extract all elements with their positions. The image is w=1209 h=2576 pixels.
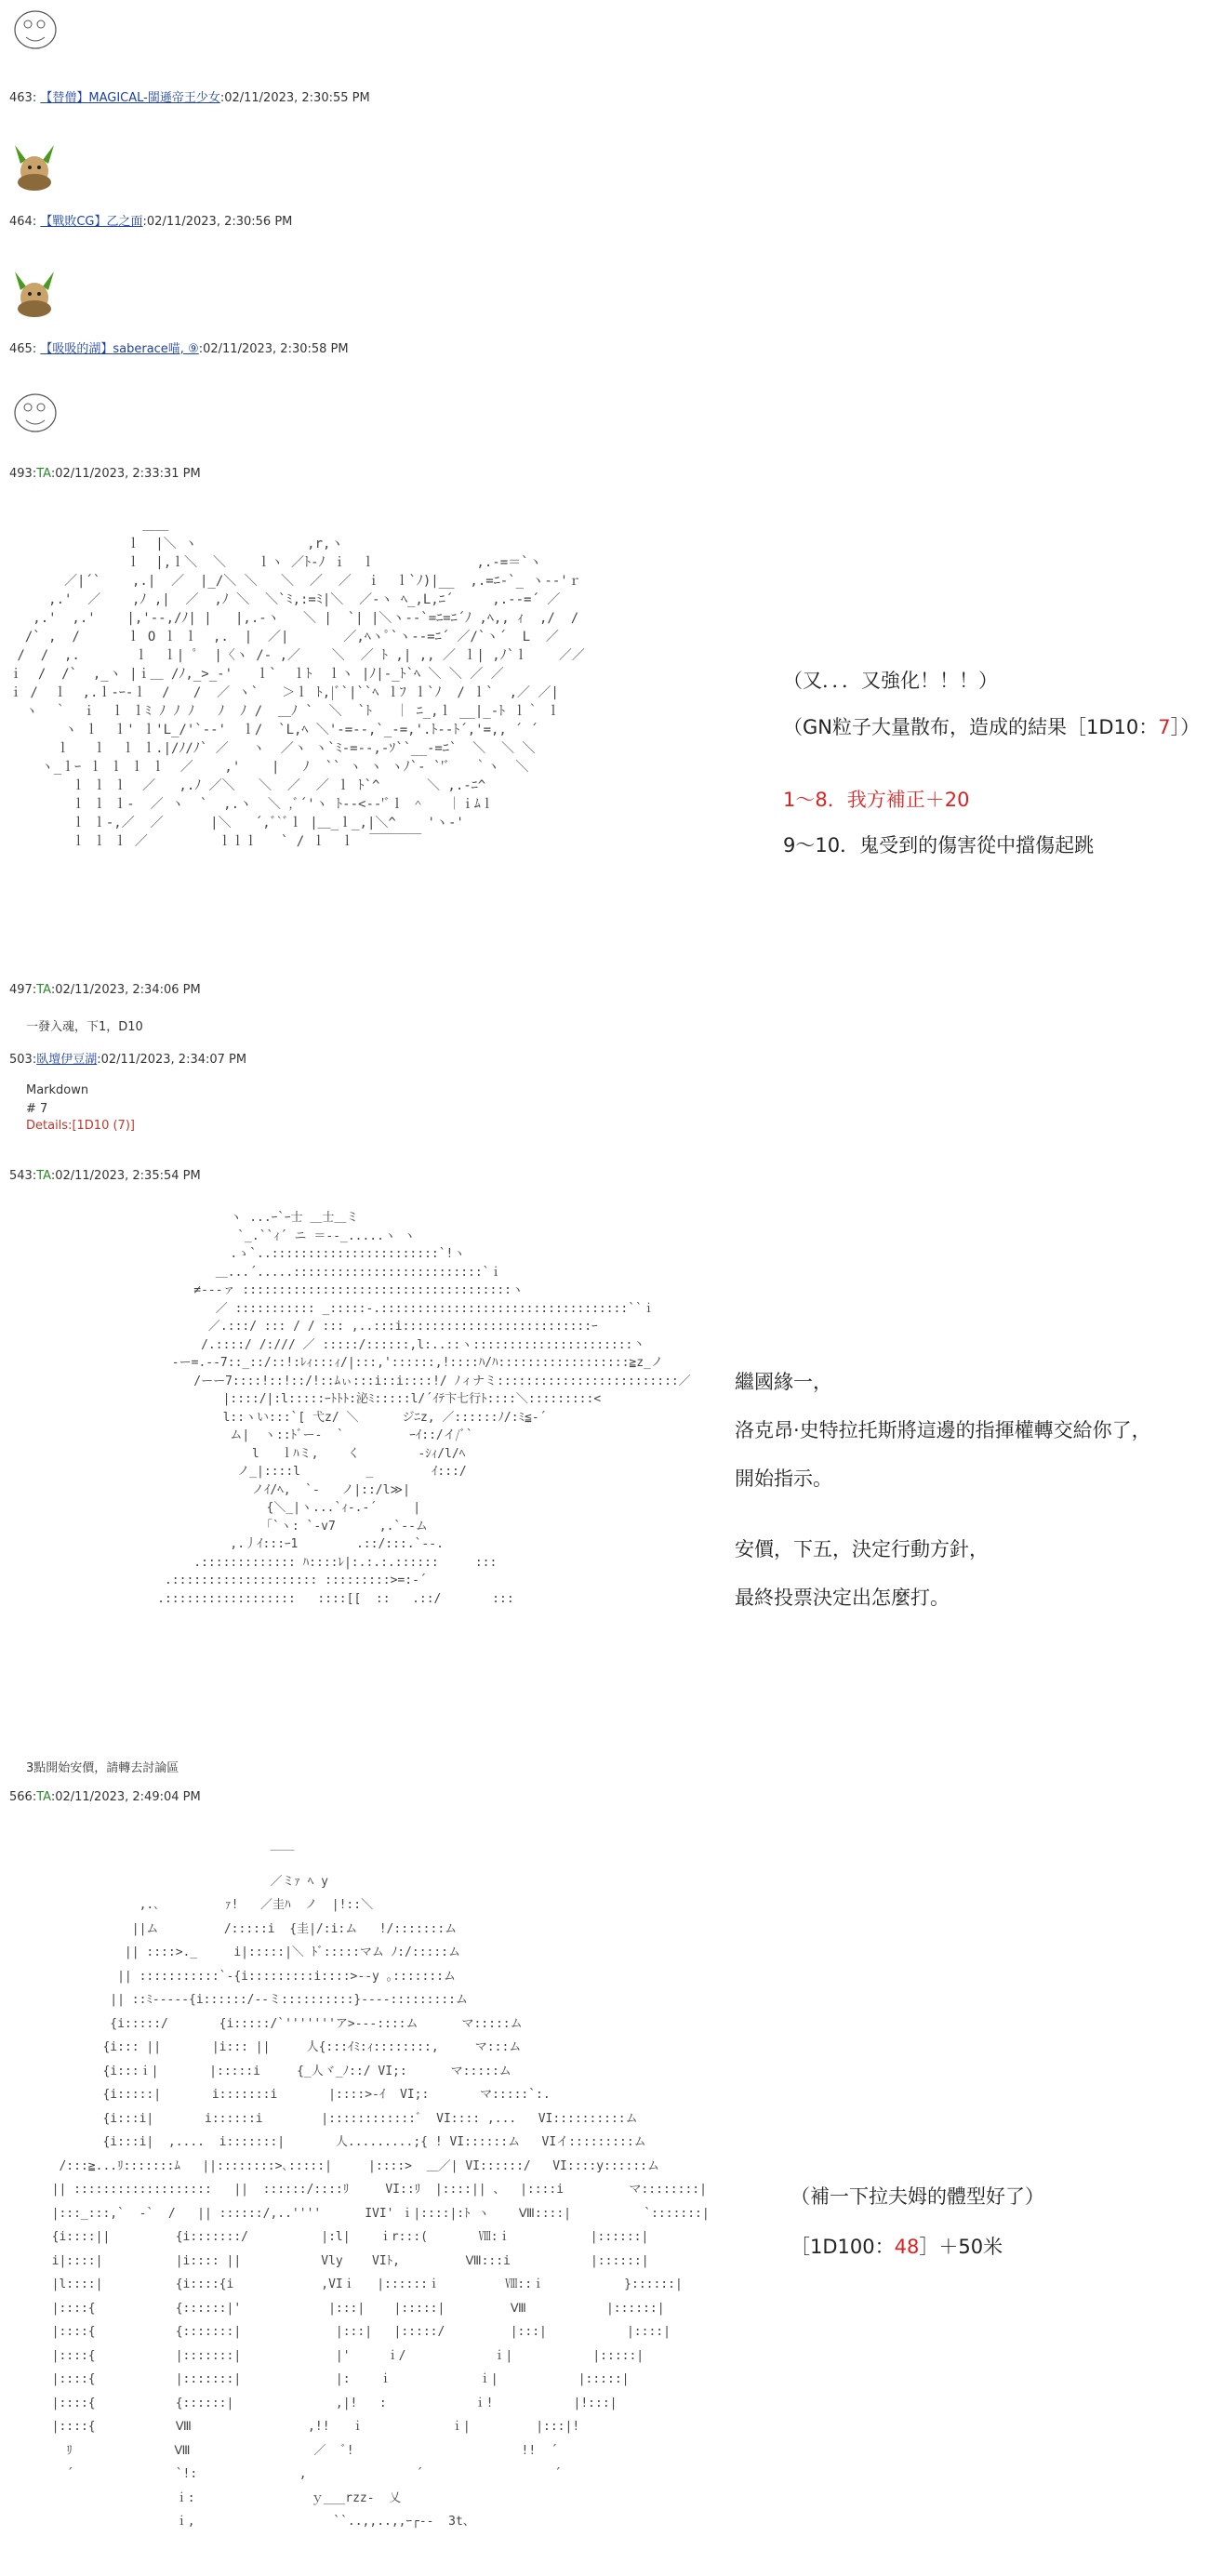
markdown-label: Markdown — [26, 1083, 89, 1097]
poster-name: TA — [36, 983, 51, 997]
story-text: 最終投票決定出怎麼打。 — [735, 1587, 950, 1609]
story-text: 安價，下五，決定行動方針， — [735, 1538, 989, 1560]
post-header-464: 464: 【戰敗CG】乙之面:02/11/2023, 2:30:56 PM — [9, 215, 293, 229]
poster-tag-link[interactable]: 【替僧】 — [40, 91, 89, 105]
poster-name: TA — [36, 1790, 51, 1804]
post-time: :02/11/2023, 2:30:56 PM — [142, 215, 293, 229]
dice-result: 48 — [894, 2236, 920, 2258]
post-header-497: 497:TA:02/11/2023, 2:34:06 PM — [9, 983, 201, 997]
ascii-art-creature: ￣￣ ／ミｧ ﾍ y ,.､ ｧ! ／圭ﾊ ノ |!::＼ ||ム /:::::i {圭|/:i:ム !/:::::::ム || ::::>._ i|:::::|＼ ﾄﾞ:::::マム ﾉ:/:::::ム || :::::::::::`‐{i:::::::::i::::>‐‐y ｡:::::::ム || ::ﾐ‐‐‐‐‐{i::::::/‐‐ミ::::::::::}‐‐‐‐:::::::::ム {i:::::/ {i:::::/`'''''''ア>‐‐‐::::ム マ:::::ム {i::: || |i::: || 人{:::ｲﾐ:ｨ::::::::, マ:::ム {i:::ｉ| |:::::i {_人ヾ_ﾉ::/ VI;: マ:::::ム {i:::::| i:::::::i |::::>-ｲ VI;: マ:::::`:. {i:::i| i::::::i |::::::::::::ﾞ VI:::: ,... VI::::::::::ム {i:::i| ,.... i:::::::| 人.........;{ ! VI::::::ム VIイ:::::::::ム /:::≧...ﾘ:::::::ﾑ ||::::::::>､:::::| |::::> ＿／| VI::::::/ VI::::y::::::ム || ::::::::::::::::::: || ::::::/::::ﾘ VI::ﾘ |::::|| 、 |::::i マ::::::::| |:::_:::,` ‐` / || ::::::/,..'''' IVI' ｉ|::::|:ﾄ ヽ Ⅷ::::| `:::::::| {i::::|| {i:::::::/ |:l| ｉr:::( Ⅷ:ｉ |::::::| i|::::| |i:::: || Vly VIﾄ, Ⅷ:::i |::::::| |l::::| {i::::{i ,VIｉ |::::::ｉ Ⅷ::ｉ }::::::| |::::{ {::::::|' |:::| |:::::| Ⅷ |::::::| |::::{ {:::::::| |:::| |:::::/ |:::| |::::| |::::{ |:::::::| |' ｉ/ ｉ| |:::::| |::::{ |:::::::| |: ｉ ｉ| |:::::| |::::{ {::::::| ,|! : ｉ! |!:::| |::::{ Ⅷ ,!! ｉ ｉ| |:::|! ﾘ Ⅷ ／ ﾞ! !! ´ ´ `!: , ´ ´ ｉ: ｙ___rzz- 乂 ｉ, ``..,,..,,ｰ┌‐‐ 3t、 — [51, 1851, 710, 2529]
poster-tag-link[interactable]: 【戰敗CG】 — [40, 215, 107, 229]
story-text: 繼國緣一， — [735, 1371, 832, 1393]
ascii-art-character: ヽ ...ｰ`ｰ士 ＿士＿ミ `_.``ｨ´ ニ ＝‐-_.....ヽ ヽ .ゝ`..:::::::::::::::::::::::`!ヽ ＿...´.....::::::::::::::::::::::::::`ｉ ≠‐‐‐ァ :::::::::::::::::::::::::::::::::::::ヽ ／ ::::::::::: _:::::-.::::::::::::::::::::::::::::::::::``ｉ ／.:::/ ::: / / ::: ,..:::i::::::::::::::::::::::::::ｰ /.::::/ /:/// ／ :::::/::::::,l:..::ヽ::::::::::::::::::::::丶 ‐ー=.‐-7::_::/::!:ﾚｨ:::ｨ/|:::,'::::::,!::::ﾊ/ﾊ::::::::::::::::::≧z_ノ /ーー7::::!::!::/!::ﾑぃ:::i::i::::!/ ﾉィナミ:::::::::::::::::::::::::／ |::::/|:l:::::ｰﾄﾄﾄ:泌ﾐ:::::l/´ｲﾃ卞七行ﾄ::::＼:::::::::< l::ヽい:::`[ 弋z/ ＼ ジﾆz, ／::::::ﾉ/:ﾐ≦‐´ ム| ヽ::ﾄﾞー‐ ` ｰｲ::/イ/ﾞ` l ｌﾊミ, く -ｼｨ/l/ﾍ ノ_|::::l _ ｲ:::/ ノｲ/ﾍ, `‐ ノ|::/l≫| {＼_|ヽ...`ｨ‐.‐´ | ｢`ヽ: `‐v7 ,.`‐‐ム ,.丿ｲ:::ｰ1 .::/:::.`‐‐. .::::::::::::: ﾊ::::ﾚ|:.:.:.:::::: ::: .:::::::::::::::::::: :::::::::>=:-´ .:::::::::::::::::: ::::[[ :: .::/ ::: — [157, 1211, 691, 1606]
story-text: （又．．．又強化！！！） — [783, 670, 998, 692]
post-header-493: 493:TA:02/11/2023, 2:33:31 PM — [9, 467, 201, 481]
poster-name-link[interactable]: saberace喵, ⑨ — [113, 342, 199, 356]
post-header-503: 503:臥壇伊豆湖:02/11/2023, 2:34:07 PM — [9, 1053, 247, 1067]
post-header-543: 543:TA:02/11/2023, 2:35:54 PM — [9, 1169, 201, 1183]
post-time: :02/11/2023, 2:33:31 PM — [50, 467, 201, 481]
dice-result: 7 — [1158, 716, 1171, 738]
post-number: 493 — [9, 467, 33, 481]
story-text: 開始指示。 — [735, 1467, 832, 1490]
post-number: 464 — [9, 215, 33, 229]
story-option-red: 1～8．我方補正＋20 — [783, 789, 970, 811]
dice-details: Details:[1D10 (7)] — [26, 1119, 135, 1133]
post-number: 566 — [9, 1790, 33, 1804]
story-text: （補一下拉夫姆的體型好了） — [790, 2185, 1044, 2208]
post-number: 497 — [9, 983, 33, 997]
post-header-463: 463: 【替僧】MAGICAL-閩遜帝王少女:02/11/2023, 2:30:55 PM — [9, 91, 370, 105]
post-number: 465 — [9, 342, 33, 356]
story-text: 洛克昂·史特拉托斯將這邊的指揮權轉交給你了， — [735, 1419, 1151, 1441]
face-avatar-icon — [11, 7, 60, 52]
post-header-566: 566:TA:02/11/2023, 2:49:04 PM — [9, 1790, 201, 1804]
character-avatar-icon — [11, 139, 58, 192]
character-avatar-icon — [11, 266, 58, 318]
post-body: 一發入魂，下1，D10 — [26, 1020, 143, 1034]
story-text-dice: （GN粒子大量散布，造成的結果［1D10：7］） — [783, 716, 1201, 738]
story-text-dice: ［1D100：48］＋50米 — [790, 2236, 1003, 2258]
post-number: 543 — [9, 1169, 33, 1183]
markdown-heading: # 7 — [26, 1102, 48, 1116]
post-number: 503 — [9, 1053, 33, 1067]
poster-tag-link[interactable]: 【吸吸的湖】 — [40, 342, 113, 356]
poster-name: TA — [36, 1169, 51, 1183]
story-option: 9～10．鬼受到的傷害從中擋傷起跳 — [783, 834, 1095, 856]
post-footer: 3點開始安價，請轉去討論區 — [26, 1761, 179, 1775]
post-header-465: 465: 【吸吸的湖】saberace喵, ⑨:02/11/2023, 2:30:58 PM — [9, 342, 349, 356]
face-avatar-icon — [11, 391, 60, 435]
ascii-art-mecha: ＿＿ ｌ |＼ ヽ ,r,ヽ ｌ |,ｌ＼ ＼ ｌヽ ／ﾄ-ﾉ ｉ ｌ ,.-=＝`ヽ ／|´` ,.| ／ |_/＼ ＼ ＼ ／ ／ ｉ ｌ`ﾉ)|__ ,.=ﾆ-`_ ヽ--'ｒ ,.' ／ ,ﾉ ,| ／ ,ﾉ ＼ ＼`ﾐ,:=ﾐ|＼ ／‐ヽ ﾍ_,L,ﾆ´ ,.--=´ ／ ,.' ,.' |,'--,/ﾉ| | |,.-ヽ ＼ | `| |＼ヽ-‐`=ﾆ=ﾆ´ﾉ ,ﾍ,, ｨ ,/ / /` , / ｌ O ｌ ｌ ,. | ／| ／,ﾍヽﾟ`ヽ-‐=ﾆ´ ／/`ヽ´ L ／ / / ,. ｌ ｌ| ﾟ |〈ヽ /‐ ,／ ＼ ／ ﾄ ,| ,, ／ ｌ| ,ﾉ`ｌ ／／ ｉ / /` ,_ヽ |ｉ＿ /ﾉ,_>_-' ｌ` ｌﾄ ｌヽ |ﾉ|-_ﾄ`ﾍ ＼ ＼ ／ ／ ｉ / ｌ ,.ｌ-ｰ‐ｌ / / ／ ヽ` ＞ｌ ﾄ,|ﾞ`|``ﾍ ｌﾌ ｌ`ﾉ / ｌ` ,／ ／| ヽ ｀ ｉ ｌ ｌﾐ ﾉ ﾉ ﾉ ﾉ ﾉ / ＿ﾉ ` ＼ `ﾄ ｜ ﾆ_,ｌ __|_-ﾄ ｌ｀ ｌ ヽ ｌ ｌ' ｌ'L_/'`-‐' ｌ/ `L,ﾍ ＼'-=‐-,`_-=,'.ﾄ-‐ﾄ´,'=,, ´ ´ ｌ ｌ ｌ ｌ.|/ﾉ/ﾉ` ／ ヽ ／ヽ ヽ`ﾐ-=--,-ｿ``__-=ﾆ` ＼ ＼ ＼ ヽ_ｌｰ ｌ ｌ ｌ ｌ ／ ,' | ﾉ `` ヽ ヽ ヽﾉ`- `'ﾞ ｀ヽ ＼ ｌ ｌ ｌ ／ ,.ﾉ ／＼ ＼ ／ ／ ｌ ﾄ`^ ＼ ,.-ﾆ^ ｌ ｌ ｌ- ／ ヽ ` ,.ヽ ＼ ,ﾞ´'ヽ ﾄ-‐<‐-'ﾞｌ ＾ ｜ｉﾑｌ ｌ ｌ-,／ ／ |＼ ´,ﾞ`ﾞｌ |＿_ｌ_,|＼^ 'ヽ-' ｌ ｌ ｌ ／ ｌｌｌ ` / ｌ ｌ ￣￣￣￣ — [9, 518, 585, 849]
poster-name-link[interactable]: 臥壇伊豆湖 — [36, 1053, 98, 1067]
poster-name-link[interactable]: 乙之面 — [106, 215, 143, 229]
poster-name-link[interactable]: MAGICAL-閩遜帝王少女 — [88, 91, 220, 105]
post-time: :02/11/2023, 2:30:58 PM — [198, 342, 349, 356]
post-time: :02/11/2023, 2:30:55 PM — [219, 91, 370, 105]
post-time: :02/11/2023, 2:49:04 PM — [50, 1790, 201, 1804]
post-time: :02/11/2023, 2:34:06 PM — [50, 983, 201, 997]
post-number: 463 — [9, 91, 33, 105]
poster-name: TA — [36, 467, 51, 481]
post-time: :02/11/2023, 2:35:54 PM — [50, 1169, 201, 1183]
post-time: :02/11/2023, 2:34:07 PM — [97, 1053, 247, 1067]
